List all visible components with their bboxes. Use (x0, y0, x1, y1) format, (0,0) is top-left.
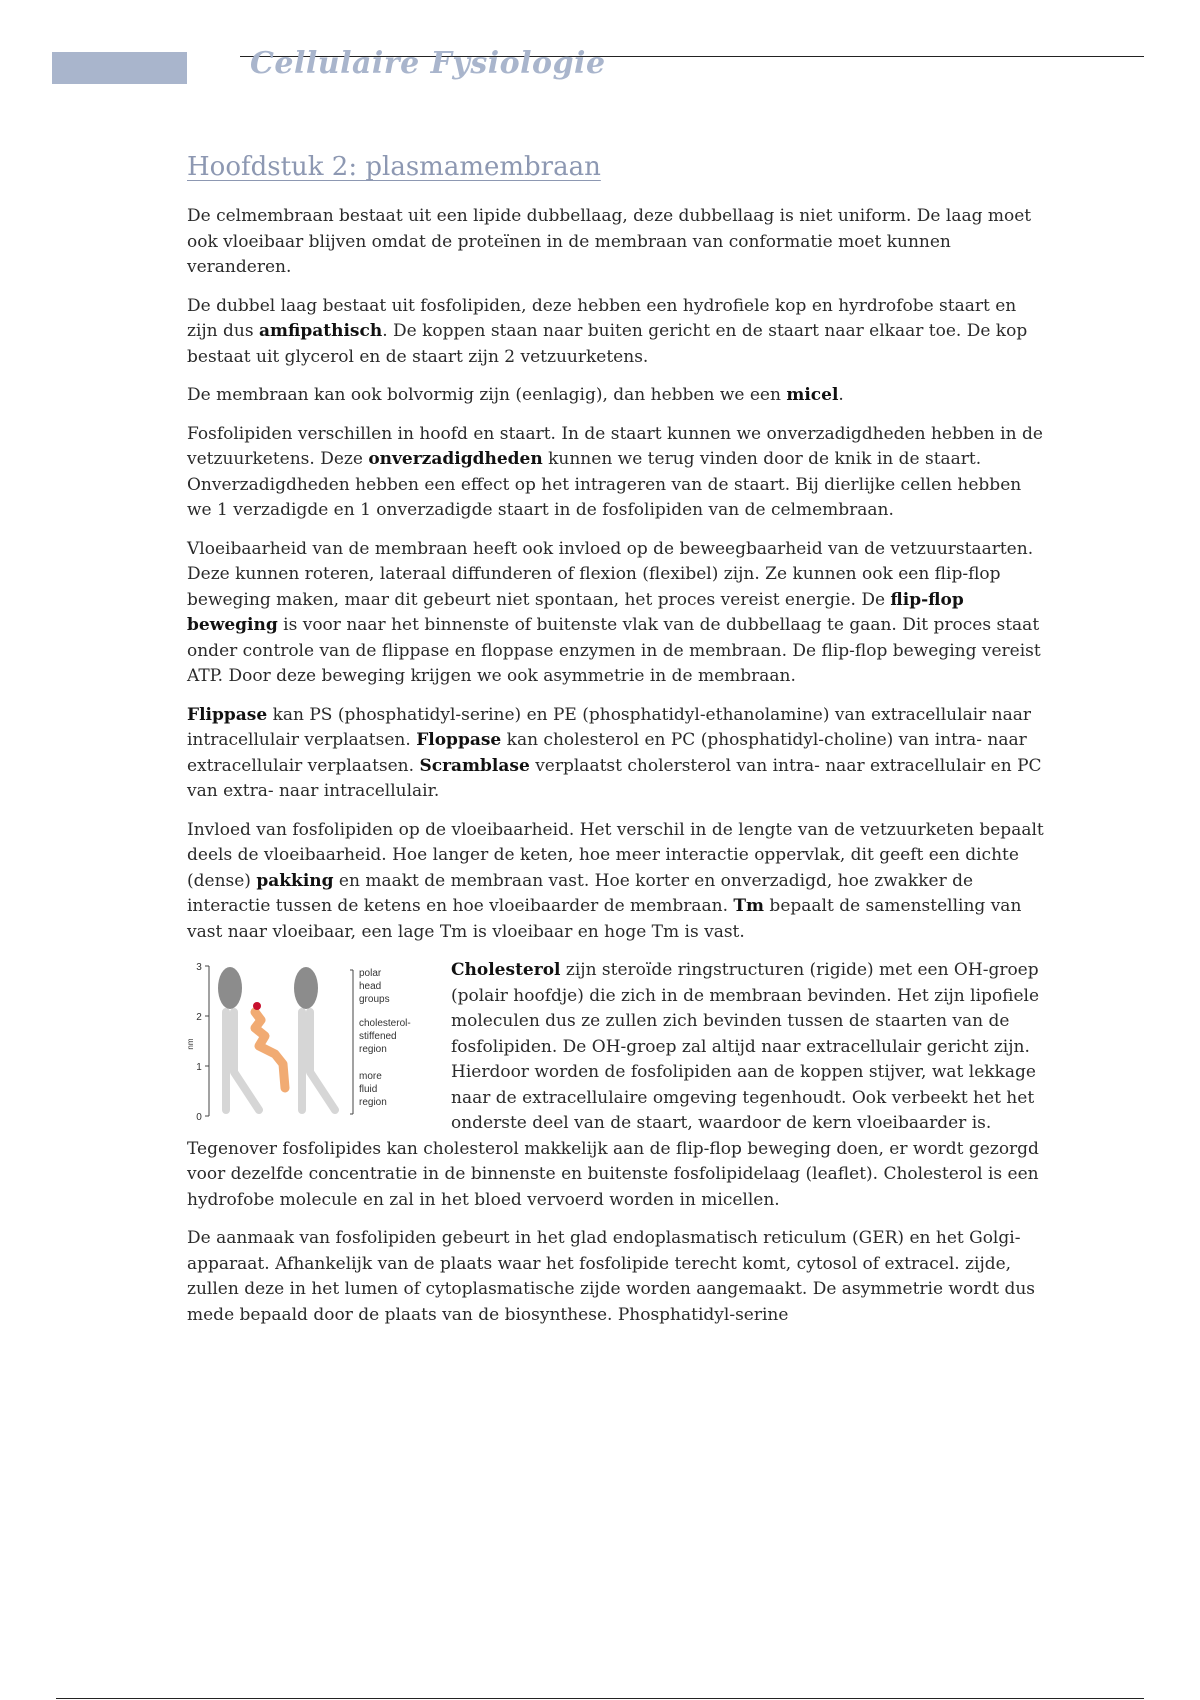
paragraph-vloeibaarheid: Vloeibaarheid van de membraan heeft ook invloed op de beweegbaarheid van de vetzuurstaarten. Deze kunnen roteren, lateraal diffunderen of flexion (flexibel) zijn. Ze kunnen ook een flip-flop beweging maken, maar dit gebeurt niet spontaan, het proces vereist energie. De flip-flop beweging is voor naar het binnenste of buitenste vlak van de dubbellaag te gaan. Dit proces staat onder controle van de flippase en floppase enzymen in de membraan. De flip-flop beweging vereist ATP. Door deze beweging krijgen we ook asymmetrie in de membraan. (187, 538, 1041, 686)
page-content (187, 152, 1047, 1341)
paragraph-fosfolipiden-invloed: Invloed van fosfolipiden op de vloeibaarheid. Het verschil in de lengte van de vetzuurketen bepaalt deels de vloeibaarheid. Hoe langer de keten, hoe meer interactie oppervlak, dit geeft een dichte (dense) pakking en maakt de membraan vast. Hoe korter en onverzadigd, hoe zwakker de interactie tussen de ketens en hoe vloeibaarder de membraan. Tm bepaalt de samenstelling van vast naar vloeibaar, een lage Tm is vloeibaar en hoge Tm is vast. (187, 819, 1044, 942)
label-fluid-3: region (359, 1097, 387, 1108)
axis-tick-1: 1 (196, 1062, 202, 1073)
term-onverzadigdheden: onverzadigdheden (368, 449, 543, 469)
axis-tick-3: 3 (196, 962, 202, 973)
footer-rule (56, 1698, 1144, 1699)
page-header (52, 46, 1144, 86)
label-stiff-2: stiffened (359, 1031, 397, 1042)
label-polar-3: groups (359, 994, 390, 1005)
axis-tick-2: 2 (196, 1012, 202, 1023)
paragraph-micel: De membraan kan ook bolvormig zijn (eenlagig), dan hebben we een micel. (187, 385, 844, 405)
term-pakking: pakking (256, 870, 334, 891)
term-flippase: Flippase (187, 704, 268, 725)
label-polar-1: polar (359, 968, 382, 979)
term-floppase: Floppase (416, 730, 502, 750)
label-fluid-1: more (359, 1071, 382, 1082)
term-tm: Tm (733, 896, 765, 916)
label-stiff-3: region (359, 1044, 387, 1055)
term-scramblase: Scramblase (419, 755, 530, 776)
phospholipid-left (218, 967, 259, 1110)
label-polar-2: head (359, 981, 382, 992)
cholesterol-molecule (253, 1002, 285, 1088)
paragraph-onverzadigdheden: Fosfolipiden verschillen in hoofd en staart. In de staart kunnen we onverzadigdheden hebben in de vetzuurketens. Deze onverzadigdheden kunnen we terug vinden door de knik in de staart. Onverzadigdheden hebben een effect op het intrageren van de staart. Bij dierlijke cellen hebben we 1 verzadigde en 1 onverzadigde staart in de fosfolipiden van de celmembraan. (187, 423, 1043, 520)
paragraph-dubbellaag: De dubbel laag bestaat uit fosfolipiden, deze hebben een hydrofiele kop en hyrdrofobe staart en zijn dus amfipathisch. De koppen staan naar buiten gericht en de staart naar elkaar toe. De kop bestaat uit glycerol en de staart zijn 2 vetzuurketens. (187, 295, 1028, 367)
paragraph-aanmaak: De aanmaak van fosfolipiden gebeurt in het glad endoplasmatisch reticulum (GER) en het Golgi-apparaat. Afhankelijk van de plaats waar het fosfolipide terecht komt, cytosol of extracel. zijde, zullen deze in het lumen of cytoplasmatische zijde worden aangemaakt. De asymmetrie wordt dus mede bepaald door de plaats van de biosynthese. Phosphatidyl-serine (187, 1228, 1036, 1325)
axis-tick-0: 0 (196, 1112, 202, 1123)
term-cholesterol: Cholesterol (451, 960, 561, 980)
cholesterol-figure (187, 960, 437, 1128)
paragraph-celmembraan: De celmembraan bestaat uit een lipide dubbellaag, deze dubbellaag is niet uniform. De laag moet ook vloeibaar blijven omdat de proteïnen in de membraan van conformatie moet kunnen veranderen. (187, 206, 1032, 277)
term-amfipathisch: amfipathisch (258, 321, 383, 341)
phospholipid-right (294, 967, 335, 1110)
term-micel: micel (786, 385, 839, 405)
axis-unit-label: nm (186, 1038, 195, 1050)
chapter-heading: Hoofdstuk 2: plasmamembraan (187, 152, 601, 182)
term-flip-flop: flip-flop beweging (187, 589, 964, 635)
label-stiff-1: cholesterol- (359, 1018, 411, 1029)
paragraph-cholesterol: Cholesterol zijn steroïde ringstructuren (rigide) met een OH-groep (polair hoofdje) die zich in de membraan bevinden. Het zijn lipofiele moleculen dus ze zullen zich bevinden tussen de staarten van de fosfolipiden. De OH-groep zal altijd naar extracellulair gericht zijn. Hierdoor worden de fosfolipiden aan de koppen stijver, wat lekkage naar de extracellulaire omgeving tegenhoudt. Ook verbeekt het het onderste deel van de staart, waardoor de kern vloeibaarder is. Tegenover fosfolipides kan cholesterol makkelijk aan de flip-flop beweging doen, er wordt gezorgd voor dezelfde concentratie in de binnenste en buitenste fosfolipidelaag (leaflet). Cholesterol is een hydrofobe molecule en zal in het bloed vervoerd worden in micellen. (187, 960, 1040, 1210)
document-title: Cellulaire Fysiologie (250, 46, 606, 81)
label-fluid-2: fluid (359, 1084, 378, 1095)
oh-group-dot (253, 1002, 261, 1010)
paragraph-enzymen: Flippase kan PS (phosphatidyl-serine) en PE (phosphatidyl-ethanolamine) van extracellulair naar intracellulair verplaatsen. Floppase kan cholesterol en PC (phosphatidyl-choline) van intra- naar extracellulair verplaatsen. Scramblase verplaatst cholersterol van intra- naar extracellulair en PC van extra- naar intracellulair. (187, 704, 1042, 801)
page-number: 1 (188, 62, 196, 73)
